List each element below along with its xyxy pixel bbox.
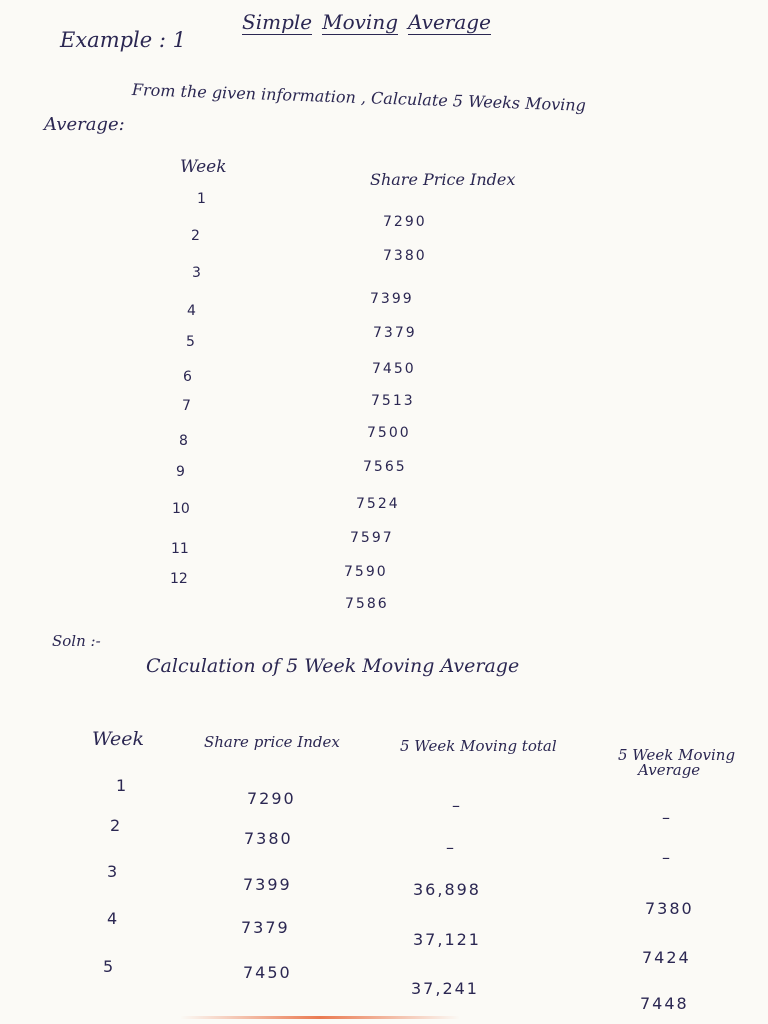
table1-week-cell: 5 [186,334,195,350]
table1-week-cell: 4 [187,303,196,319]
table1-week-cell: 3 [192,265,201,281]
table2-header-moving-average-line1: 5 Week Moving [618,746,736,764]
table2-total-cell: 36,898 [413,880,481,899]
table1-week-cell: 11 [171,541,189,557]
table1-value-cell: 7399 [370,291,414,307]
solution-label: Soln :- [52,632,101,650]
calculation-title: Calculation of 5 Week Moving Average [146,655,520,677]
example-label: Example : 1 [60,28,186,52]
table1-value-cell: 7290 [383,214,427,230]
table2-avg-cell: 7424 [642,948,691,967]
table2-header-moving-total: 5 Week Moving total [400,737,557,755]
table1-value-cell: 7379 [373,325,417,341]
title-word-1: Simple [242,10,313,34]
table2-total-cell: 37,241 [411,979,479,998]
table1-value-cell: 7380 [383,248,427,264]
table2-total-cell: – [452,796,462,815]
table2-total-cell: – [446,838,456,857]
table1-value-cell: 7450 [372,361,416,377]
table1-value-cell: 7597 [350,530,394,546]
table2-week-cell: 3 [107,862,120,881]
table1-value-cell: 7565 [363,459,407,475]
page-edge-mark [180,1016,460,1019]
table1-value-cell: 7524 [356,496,400,512]
question-line-1: From the given information , Calculate 5 Weeks Moving [131,80,587,115]
table1-week-cell: 10 [172,501,190,517]
table2-spi-cell: 7450 [243,963,292,982]
table2-spi-cell: 7379 [241,918,290,937]
table1-value-cell: 7590 [344,564,388,580]
table2-week-cell: 5 [103,957,116,976]
table2-avg-cell: – [662,848,672,867]
table2-header-moving-average-line2: Average [638,761,701,779]
question-line-2: Average: [44,114,125,135]
table1-week-cell: 7 [182,398,191,414]
table2-avg-cell: – [662,808,672,827]
table2-week-cell: 4 [107,909,120,928]
table1-header-week: Week [180,157,227,177]
table1-week-cell: 12 [170,571,188,587]
table1-value-cell: 7513 [371,393,415,409]
title-word-3: Average [408,10,491,34]
table2-week-cell: 2 [110,816,123,835]
table2-header-moving-average [618,748,735,778]
table2-total-cell: 37,121 [413,930,481,949]
table2-spi-cell: 7290 [247,789,296,808]
table1-value-cell: 7500 [367,425,411,441]
table2-spi-cell: 7399 [243,875,292,894]
table1-week-cell: 9 [176,464,185,480]
table2-header-share-price-index: Share price Index [204,733,340,751]
table2-header-week: Week [92,728,144,750]
table1-week-cell: 8 [179,433,188,449]
table2-avg-cell: 7380 [645,899,694,918]
table2-spi-cell: 7380 [244,829,293,848]
table1-week-cell: 6 [183,369,192,385]
page-title [242,10,491,34]
title-word-2: Moving [322,10,399,34]
table2-week-cell: 1 [116,776,129,795]
table1-week-cell: 2 [191,228,200,244]
table1-header-share-price-index: Share Price Index [370,170,516,189]
table1-value-cell: 7586 [345,596,389,612]
table1-week-cell: 1 [197,191,206,207]
table2-avg-cell: 7448 [640,994,689,1013]
